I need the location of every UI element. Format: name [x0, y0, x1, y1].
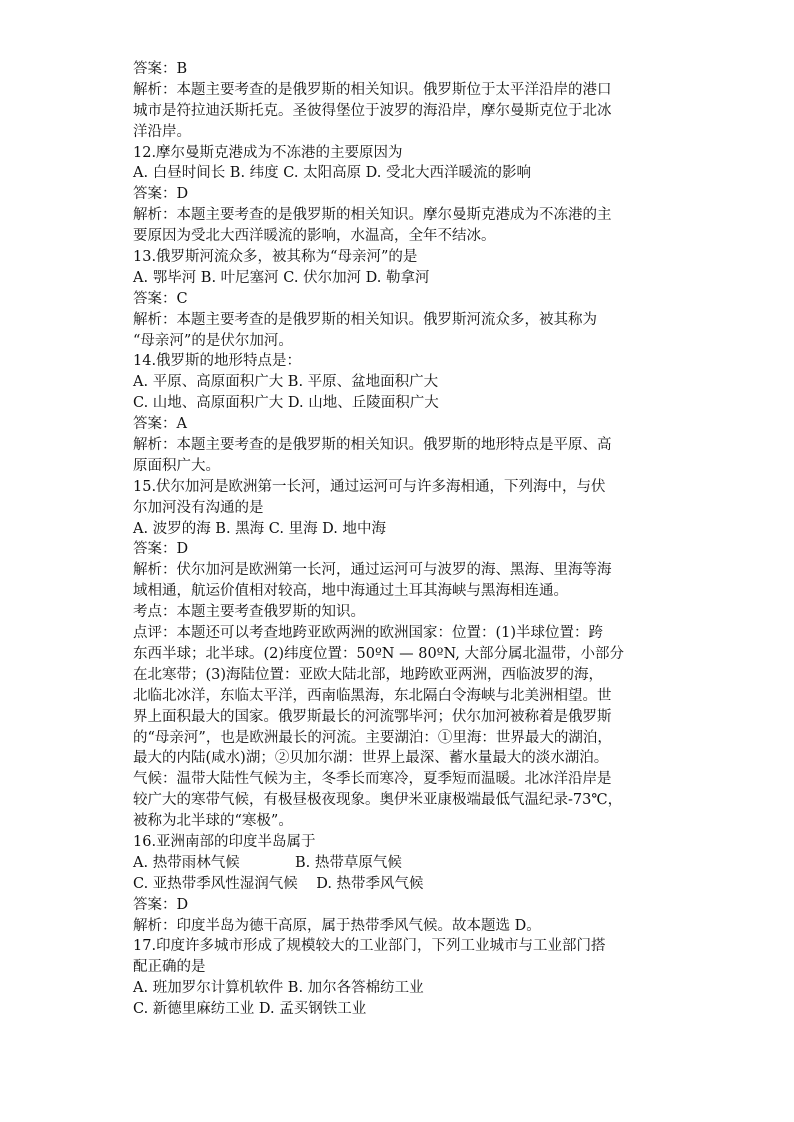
question-15-stem: 15.伏尔加河是欧洲第一长河，通过运河可与许多海相通，下列海中，与伏	[133, 478, 606, 495]
comment-line: 最大的内陆(咸水)湖；②贝加尔湖：世界上最深、蓄水量最大的淡水湖泊。	[133, 750, 609, 767]
analysis-line: 域相通，航运价值相对较高，地中海通过土耳其海峡与黑海相连通。	[133, 583, 568, 600]
question-16-options: A. 热带雨林气候 B. 热带草原气候	[133, 854, 402, 871]
comment-line: 较广大的寒带气候，有极昼极夜现象。奥伊米亚康极端最低气温纪录-73℃，	[133, 792, 623, 809]
analysis-line: 城市是符拉迪沃斯托克。圣彼得堡位于波罗的海沿岸，摩尔曼斯克位于北冰	[133, 102, 612, 119]
answer-line: 答案：C	[133, 290, 188, 307]
analysis-line: “母亲河”的是伏尔加河。	[133, 332, 293, 349]
question-14-options: A. 平原、高原面积广大 B. 平原、盆地面积广大	[133, 374, 439, 391]
answer-line: 答案：D	[133, 896, 189, 913]
analysis-line: 要原因为受北大西洋暖流的影响，水温高，全年不结冰。	[133, 228, 496, 245]
question-13-stem: 13.俄罗斯河流众多，被其称为“母亲河”的是	[133, 249, 418, 266]
question-13-options: A. 鄂毕河 B. 叶尼塞河 C. 伏尔加河 D. 勒拿河	[133, 269, 430, 286]
answer-line: 答案：D	[133, 186, 189, 203]
analysis-line: 洋沿岸。	[133, 123, 191, 140]
question-15-stem: 尔加河没有沟通的是	[133, 499, 264, 516]
question-14-stem: 14.俄罗斯的地形特点是：	[133, 353, 302, 370]
comment-line: 气候：温带大陆性气候为主，冬季长而寒冷，夏季短而温暖。北冰洋沿岸是	[133, 771, 612, 788]
question-12-stem: 12.摩尔曼斯克港成为不冻港的主要原因为	[133, 144, 403, 161]
comment-line: 点评：本题还可以考查地跨亚欧两洲的欧洲国家：位置：(1)半球位置：跨	[133, 625, 604, 642]
comment-line: 被称为北半球的“寒极”。	[133, 813, 293, 830]
question-14-options: C. 山地、高原面积广大 D. 山地、丘陵面积广大	[133, 395, 439, 412]
knowledge-point-line: 考点：本题主要考查俄罗斯的知识。	[133, 604, 365, 621]
answer-line: 答案：A	[133, 416, 187, 433]
question-12-options: A. 白昼时间长 B. 纬度 C. 太阳高原 D. 受北大西洋暖流的影响	[133, 165, 532, 182]
analysis-line: 解析：本题主要考查的是俄罗斯的相关知识。摩尔曼斯克港成为不冻港的主	[133, 207, 612, 224]
comment-line: 的“母亲河”，也是欧洲最长的河流。主要湖泊：①里海：世界最大的湖泊，	[133, 729, 612, 746]
comment-line: 东西半球；北半球。(2)纬度位置：50ºN — 80ºN, 大部分属北温带，小部分	[133, 645, 624, 662]
question-17-stem: 配正确的是	[133, 959, 206, 976]
analysis-line: 解析：本题主要考查的是俄罗斯的相关知识。俄罗斯的地形特点是平原、高	[133, 437, 612, 454]
comment-line: 界上面积最大的国家。俄罗斯最长的河流鄂毕河；伏尔加河被称着是俄罗斯	[133, 708, 612, 725]
answer-line: 答案：B	[133, 61, 188, 77]
answer-line: 答案：D	[133, 541, 189, 558]
question-15-options: A. 波罗的海 B. 黑海 C. 里海 D. 地中海	[133, 520, 387, 537]
analysis-line: 解析：印度半岛为德干高原，属于热带季风气候。故本题选 D。	[133, 917, 541, 934]
comment-line: 北临北冰洋，东临太平洋，西南临黑海，东北隔白令海峡与北美洲相望。世	[133, 687, 612, 704]
question-17-options: A. 班加罗尔计算机软件 B. 加尔各答棉纺工业	[133, 980, 424, 997]
question-16-stem: 16.亚洲南部的印度半岛属于	[133, 833, 316, 850]
question-16-options: C. 亚热带季风性湿润气候 D. 热带季风气候	[133, 875, 424, 892]
comment-line: 在北寒带；(3)海陆位置：亚欧大陆北部，地跨欧亚两洲，西临波罗的海，	[133, 666, 604, 683]
document-page	[133, 59, 663, 1020]
analysis-line: 原面积广大。	[133, 457, 220, 474]
analysis-line: 解析：本题主要考查的是俄罗斯的相关知识。俄罗斯位于太平洋沿岸的港口	[133, 81, 612, 98]
question-17-stem: 17.印度许多城市形成了规模较大的工业部门，下列工业城市与工业部门搭	[133, 938, 606, 955]
analysis-line: 解析：本题主要考查的是俄罗斯的相关知识。俄罗斯河流众多，被其称为	[133, 311, 597, 328]
question-17-options: C. 新德里麻纺工业 D. 孟买钢铁工业	[133, 1001, 367, 1018]
analysis-line: 解析：伏尔加河是欧洲第一长河，通过运河可与波罗的海、黑海、里海等海	[133, 562, 612, 579]
